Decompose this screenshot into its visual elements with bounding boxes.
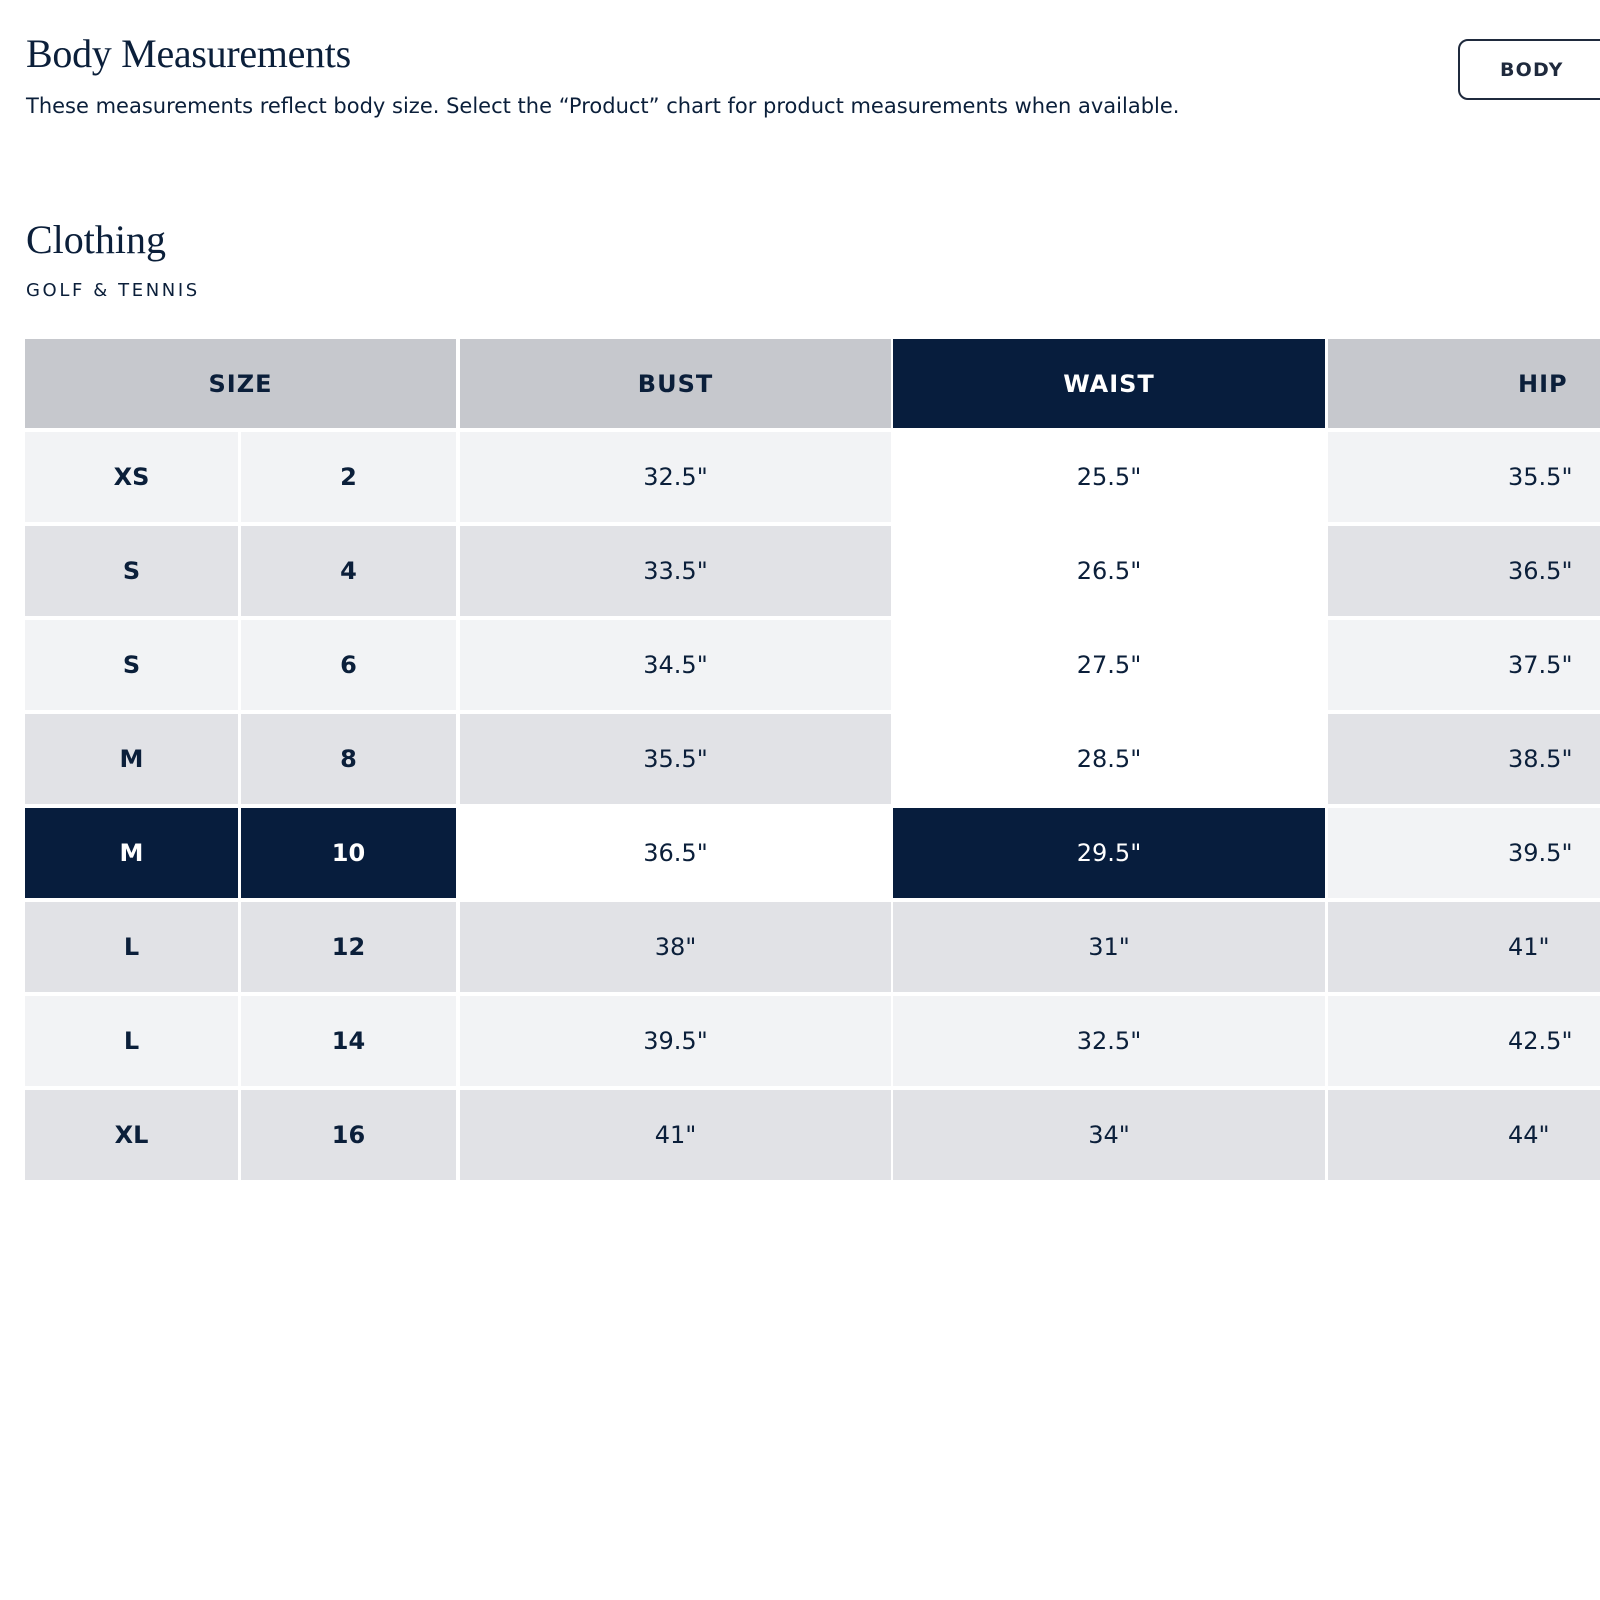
cell-bust: 33.5" [460, 526, 891, 616]
column-header-bust: BUST [460, 339, 891, 428]
cell-hip: 39.5" [1328, 808, 1600, 898]
page-title: Body Measurements [26, 31, 351, 76]
cell-letter: M [25, 714, 238, 804]
cell-bust: 39.5" [460, 996, 891, 1086]
cell-number: 12 [241, 902, 456, 992]
section-title: Clothing [26, 217, 167, 262]
body-chart-toggle-button[interactable]: BODY [1458, 39, 1600, 100]
cell-waist: 31" [893, 902, 1325, 992]
cell-number: 2 [241, 432, 456, 522]
cell-waist: 29.5" [893, 808, 1325, 898]
cell-waist: 27.5" [893, 620, 1325, 710]
cell-number: 10 [241, 808, 456, 898]
page-description: These measurements reflect body size. Select the “Product” chart for product measurements when available. [26, 94, 1180, 118]
cell-bust: 41" [460, 1090, 891, 1180]
cell-letter: XS [25, 432, 238, 522]
cell-bust: 32.5" [460, 432, 891, 522]
cell-letter: L [25, 902, 238, 992]
cell-hip: 38.5" [1328, 714, 1600, 804]
cell-waist: 25.5" [893, 432, 1325, 522]
cell-bust: 35.5" [460, 714, 891, 804]
cell-bust: 36.5" [460, 808, 891, 898]
cell-waist: 34" [893, 1090, 1325, 1180]
column-header-size: SIZE [25, 339, 456, 428]
cell-hip: 35.5" [1328, 432, 1600, 522]
cell-bust: 38" [460, 902, 891, 992]
cell-number: 8 [241, 714, 456, 804]
cell-letter: S [25, 620, 238, 710]
cell-bust: 34.5" [460, 620, 891, 710]
cell-letter: S [25, 526, 238, 616]
cell-waist: 26.5" [893, 526, 1325, 616]
cell-letter: L [25, 996, 238, 1086]
cell-letter: XL [25, 1090, 238, 1180]
cell-hip: 44" [1328, 1090, 1600, 1180]
cell-hip: 41" [1328, 902, 1600, 992]
cell-waist: 28.5" [893, 714, 1325, 804]
column-header-hip: HIP [1328, 339, 1600, 428]
cell-letter: M [25, 808, 238, 898]
column-header-waist: WAIST [893, 339, 1325, 428]
cell-number: 4 [241, 526, 456, 616]
section-subtitle: GOLF & TENNIS [26, 280, 200, 301]
cell-number: 6 [241, 620, 456, 710]
cell-hip: 36.5" [1328, 526, 1600, 616]
cell-number: 14 [241, 996, 456, 1086]
cell-hip: 37.5" [1328, 620, 1600, 710]
cell-hip: 42.5" [1328, 996, 1600, 1086]
cell-waist: 32.5" [893, 996, 1325, 1086]
cell-number: 16 [241, 1090, 456, 1180]
